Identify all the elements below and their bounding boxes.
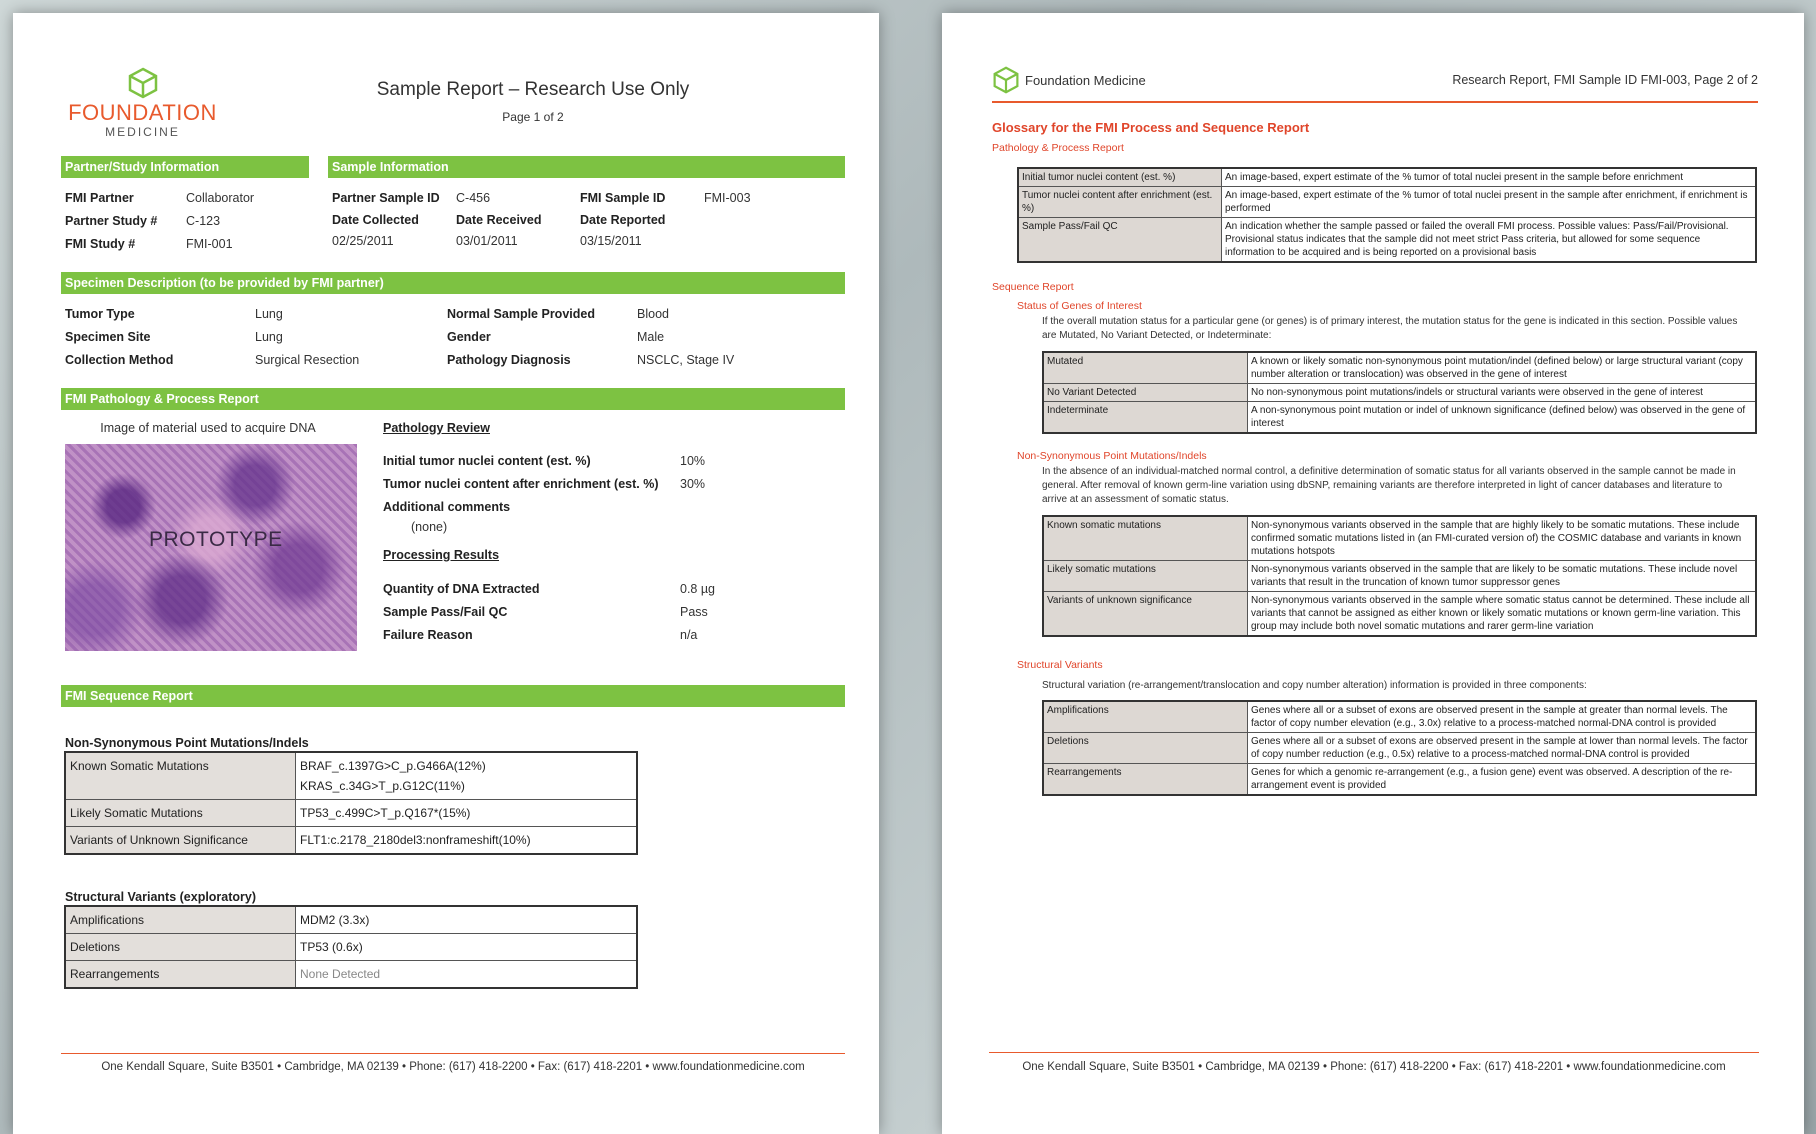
partner-values — [186, 187, 254, 256]
table-row — [1018, 168, 1756, 187]
pathology-dx-value: NSCLC, Stage IV — [637, 353, 735, 367]
comments-label: Additional comments — [383, 500, 511, 514]
rearrangements-value: None Detected — [296, 961, 638, 989]
sample-info-bar: Sample Information — [328, 156, 845, 178]
table-row — [1043, 516, 1756, 561]
logo-wordmark: FOUNDATION — [68, 100, 217, 125]
status-glossary-table — [1042, 351, 1757, 434]
nsm-table-title: Non-Synonymous Point Mutations/Indels — [65, 736, 309, 750]
table-row — [1043, 384, 1756, 402]
glossary-definition: A known or likely somatic non-synonymous point mutation/indel (defined below) or large structural variant (copy number alteration or translocation) was observed in the gene of interest — [1248, 352, 1757, 384]
sample-col-3 — [580, 187, 665, 253]
likely-somatic-label: Likely Somatic Mutations — [65, 800, 296, 827]
footer-rule — [61, 1053, 845, 1054]
status-genes-subhead: Status of Genes of Interest — [1017, 300, 1142, 312]
fmi-study-value: FMI-001 — [186, 237, 233, 251]
glossary-definition: No non-synonymous point mutations/indels or structural variants were observed in the gene of interest — [1248, 384, 1757, 402]
report-page-1 — [13, 13, 879, 1134]
likely-somatic-value: TP53_c.499C>T_p.Q167*(15%) — [296, 800, 638, 827]
known-somatic-value-2: KRAS_c.34G>T_p.G12C(11%) — [300, 779, 465, 793]
page1-footer: One Kendall Square, Suite B3501 • Cambridge, MA 02139 • Phone: (617) 418-2200 • Fax: (617) 418-2201 • www.foundationmedicine.com — [101, 1061, 805, 1073]
gender-value: Male — [637, 330, 665, 344]
fmi-sample-id-value: FMI-003 — [704, 191, 751, 205]
dna-quantity-label: Quantity of DNA Extracted — [383, 582, 540, 596]
date-received-label: Date Received — [456, 213, 542, 227]
initial-tumor-label: Initial tumor nuclei content (est. %) — [383, 454, 591, 468]
failure-reason-value: n/a — [680, 628, 698, 642]
deletions-value: TP53 (0.6x) — [296, 934, 638, 961]
report-page-2 — [942, 13, 1804, 1134]
sv-paragraph: Structural variation (re-arrangement/translocation and copy number alteration) information is provided in three components: — [1042, 680, 1587, 691]
glossary-definition: Genes where all or a subset of exons are observed present in the sample at lower than normal levels. The factor of copy number reduction (e.g., 0.5x) relative to a process-matched normal-DNA control is provided — [1248, 733, 1757, 764]
pass-fail-value: Pass — [680, 605, 708, 619]
glossary-title: Glossary for the FMI Process and Sequence Report — [992, 120, 1310, 135]
logo-text: Foundation Medicine — [1025, 72, 1146, 88]
partner-labels — [65, 187, 157, 256]
date-reported-value: 03/15/2011 — [580, 234, 642, 248]
glossary-definition: Non-synonymous variants observed in the sample where somatic status cannot be determined. These include all variants that cannot be assigned as either known or likely somatic mutations or known germ-line variation. This group may include both novel somatic mutations and rarer germ-line variation — [1248, 592, 1757, 637]
sample-col-4 — [704, 187, 751, 210]
vus-label: Variants of Unknown Significance — [65, 827, 296, 855]
partner-sample-id-label: Partner Sample ID — [332, 191, 440, 205]
specimen-values-left — [255, 303, 359, 372]
specimen-site-label: Specimen Site — [65, 330, 151, 344]
normal-sample-label: Normal Sample Provided — [447, 307, 595, 321]
sample-col-1 — [332, 187, 440, 253]
table-row — [65, 934, 637, 961]
sample-col-2 — [456, 187, 541, 253]
glossary-definition: Genes where all or a subset of exons are observed present in the sample at greater than normal levels. The factor of copy number elevation (e.g., 3.0x) relative to a process-matched normal-DNA control is provided — [1248, 701, 1757, 733]
glossary-term: Rearrangements — [1043, 764, 1248, 796]
collection-method-label: Collection Method — [65, 353, 174, 367]
logo-subtitle: MEDICINE — [105, 125, 180, 139]
pathology-process-bar: FMI Pathology & Process Report — [61, 388, 845, 410]
processing-values — [680, 578, 715, 647]
specimen-labels-left — [65, 303, 173, 372]
partner-study-value: C-123 — [186, 214, 221, 228]
partner-sample-id-value: C-456 — [456, 191, 491, 205]
table-row — [1043, 733, 1756, 764]
prototype-watermark: PROTOTYPE — [149, 528, 283, 551]
sv-glossary-table — [1042, 700, 1757, 796]
specimen-bar: Specimen Description (to be provided by FMI partner) — [61, 272, 845, 294]
glossary-definition: A non-synonymous point mutation or indel of unknown significance (defined below) was observed in the gene of interest — [1248, 402, 1757, 434]
image-caption: Image of material used to acquire DNA — [100, 421, 316, 435]
specimen-values-right — [637, 303, 734, 372]
after-enrichment-value: 30% — [680, 477, 706, 491]
glossary-definition: An image-based, expert estimate of the % tumor of total nuclei present in the sample after enrichment, if enrichment is performed — [1222, 187, 1757, 218]
table-row — [1043, 561, 1756, 592]
initial-tumor-value: 10% — [680, 454, 706, 468]
date-collected-value: 02/25/2011 — [332, 234, 394, 248]
table-row — [65, 827, 637, 855]
amplifications-label: Amplifications — [65, 906, 296, 934]
failure-reason-label: Failure Reason — [383, 628, 473, 642]
pathology-glossary-table — [1017, 167, 1757, 263]
nsm-paragraph: In the absence of an individual-matched normal control, a definitive determination of somatic status for all variants observed in the sample cannot be made in general. After removal of known germ-line variation using dbSNP, remaining variants are therefore interpreted in light of cancer databases and literature to arrive at an assessment of somatic status. — [1042, 466, 1736, 505]
collection-method-value: Surgical Resection — [255, 353, 360, 367]
glossary-term: Initial tumor nuclei content (est. %) — [1018, 168, 1222, 187]
gender-label: Gender — [447, 330, 491, 344]
deletions-label: Deletions — [65, 934, 296, 961]
dna-quantity-value: 0.8 µg — [680, 582, 716, 596]
date-collected-label: Date Collected — [332, 213, 419, 227]
known-somatic-label: Known Somatic Mutations — [65, 752, 296, 800]
glossary-term: Indeterminate — [1043, 402, 1248, 434]
pathology-review-heading: Pathology Review — [383, 421, 490, 435]
pathology-review-values — [680, 450, 705, 496]
fmi-partner-label: FMI Partner — [65, 191, 134, 205]
known-somatic-value-1: BRAF_c.1397G>C_p.G466A(12%) — [300, 759, 486, 773]
glossary-term: Likely somatic mutations — [1043, 561, 1248, 592]
cube-logo-icon — [127, 67, 159, 99]
glossary-term: Known somatic mutations — [1043, 516, 1248, 561]
cube-logo-icon — [992, 66, 1020, 94]
rearrangements-label: Rearrangements — [65, 961, 296, 989]
specimen-labels-right — [447, 303, 595, 372]
amplifications-value: MDM2 (3.3x) — [296, 906, 638, 934]
glossary-definition: Non-synonymous variants observed in the sample that are highly likely to be somatic mutations. These include confirmed somatic mutations listed in (an FMI-curated version of) the COSMIC database and variants in known mutations hotspots — [1248, 516, 1757, 561]
known-somatic-values — [296, 752, 638, 800]
glossary-definition: An image-based, expert estimate of the % tumor of total nuclei present in the sample before enrichment — [1222, 168, 1757, 187]
processing-labels — [383, 578, 540, 647]
pathology-review-labels — [383, 450, 659, 535]
nsm-table — [64, 751, 638, 855]
after-enrichment-label: Tumor nuclei content after enrichment (est. %) — [383, 477, 659, 491]
glossary-definition: Genes for which a genomic re-arrangement (e.g., a fusion gene) event was observed. A description of the re-arrangement event is provided — [1248, 764, 1757, 796]
header-rule — [992, 101, 1758, 103]
table-row — [1018, 187, 1756, 218]
table-row — [1043, 402, 1756, 434]
foundation-medicine-logo — [65, 67, 220, 139]
sequence-report-subhead: Sequence Report — [992, 281, 1074, 293]
partner-study-bar: Partner/Study Information — [61, 156, 309, 178]
comments-value: (none) — [411, 520, 448, 534]
pass-fail-label: Sample Pass/Fail QC — [383, 605, 508, 619]
glossary-definition: An indication whether the sample passed or failed the overall FMI process. Possible values: Pass/Fail/Provisional. Provisional status indicates that the sample did not meet strict Pass criteria, but allowed for some sequence information to be acquired and is being reported on a provisional basis — [1222, 218, 1757, 263]
nsm-subhead: Non-Synonymous Point Mutations/Indels — [1017, 450, 1207, 462]
page2-header: Research Report, FMI Sample ID FMI-003, Page 2 of 2 — [1452, 73, 1758, 87]
glossary-term: No Variant Detected — [1043, 384, 1248, 402]
glossary-term: Tumor nuclei content after enrichment (est. %) — [1018, 187, 1222, 218]
glossary-term: Sample Pass/Fail QC — [1018, 218, 1222, 263]
tumor-type-value: Lung — [255, 307, 283, 321]
date-received-value: 03/01/2011 — [456, 234, 518, 248]
processing-results-heading: Processing Results — [383, 548, 500, 562]
sv-table — [64, 905, 638, 989]
glossary-term: Variants of unknown significance — [1043, 592, 1248, 637]
page2-footer: One Kendall Square, Suite B3501 • Cambridge, MA 02139 • Phone: (617) 418-2200 • Fax: (617) 418-2201 • www.foundationmedicine.com — [1022, 1061, 1726, 1073]
glossary-term: Amplifications — [1043, 701, 1248, 733]
tumor-type-label: Tumor Type — [65, 307, 135, 321]
normal-sample-value: Blood — [637, 307, 669, 321]
table-row — [1018, 218, 1756, 263]
table-row — [65, 906, 637, 934]
sv-table-title: Structural Variants (exploratory) — [65, 890, 257, 904]
pathology-dx-label: Pathology Diagnosis — [447, 353, 571, 367]
glossary-definition: Non-synonymous variants observed in the sample that are likely to be somatic mutations. These include novel variants that result in the truncation of known tumor suppressor genes — [1248, 561, 1757, 592]
nsm-glossary-table — [1042, 515, 1757, 637]
glossary-term: Deletions — [1043, 733, 1248, 764]
table-row — [1043, 764, 1756, 796]
vus-value: FLT1:c.2178_2180del3:nonframeshift(10%) — [296, 827, 638, 855]
specimen-site-value: Lung — [255, 330, 283, 344]
page-number: Page 1 of 2 — [502, 110, 564, 124]
table-row — [1043, 701, 1756, 733]
sequence-report-bar: FMI Sequence Report — [61, 685, 845, 707]
fmi-study-label: FMI Study # — [65, 237, 136, 251]
date-reported-label: Date Reported — [580, 213, 666, 227]
table-row — [65, 752, 637, 800]
footer-rule — [989, 1052, 1759, 1053]
fmi-sample-id-label: FMI Sample ID — [580, 191, 666, 205]
table-row — [1043, 352, 1756, 384]
sv-subhead: Structural Variants — [1017, 659, 1103, 671]
glossary-term: Mutated — [1043, 352, 1248, 384]
histology-image — [65, 444, 357, 651]
fmi-partner-value: Collaborator — [186, 191, 255, 205]
partner-study-label: Partner Study # — [65, 214, 158, 228]
table-row — [65, 800, 637, 827]
table-row — [65, 961, 637, 989]
report-title: Sample Report – Research Use Only — [376, 79, 690, 100]
table-row — [1043, 592, 1756, 637]
pathology-process-subhead: Pathology & Process Report — [992, 142, 1124, 154]
foundation-medicine-small-logo — [992, 66, 1146, 94]
status-paragraph: If the overall mutation status for a particular gene (or genes) is of primary interest, the mutation status for the gene is indicated in this section. Possible values are Mutated, No Variant Detected, or Indeterminate: — [1042, 316, 1738, 341]
